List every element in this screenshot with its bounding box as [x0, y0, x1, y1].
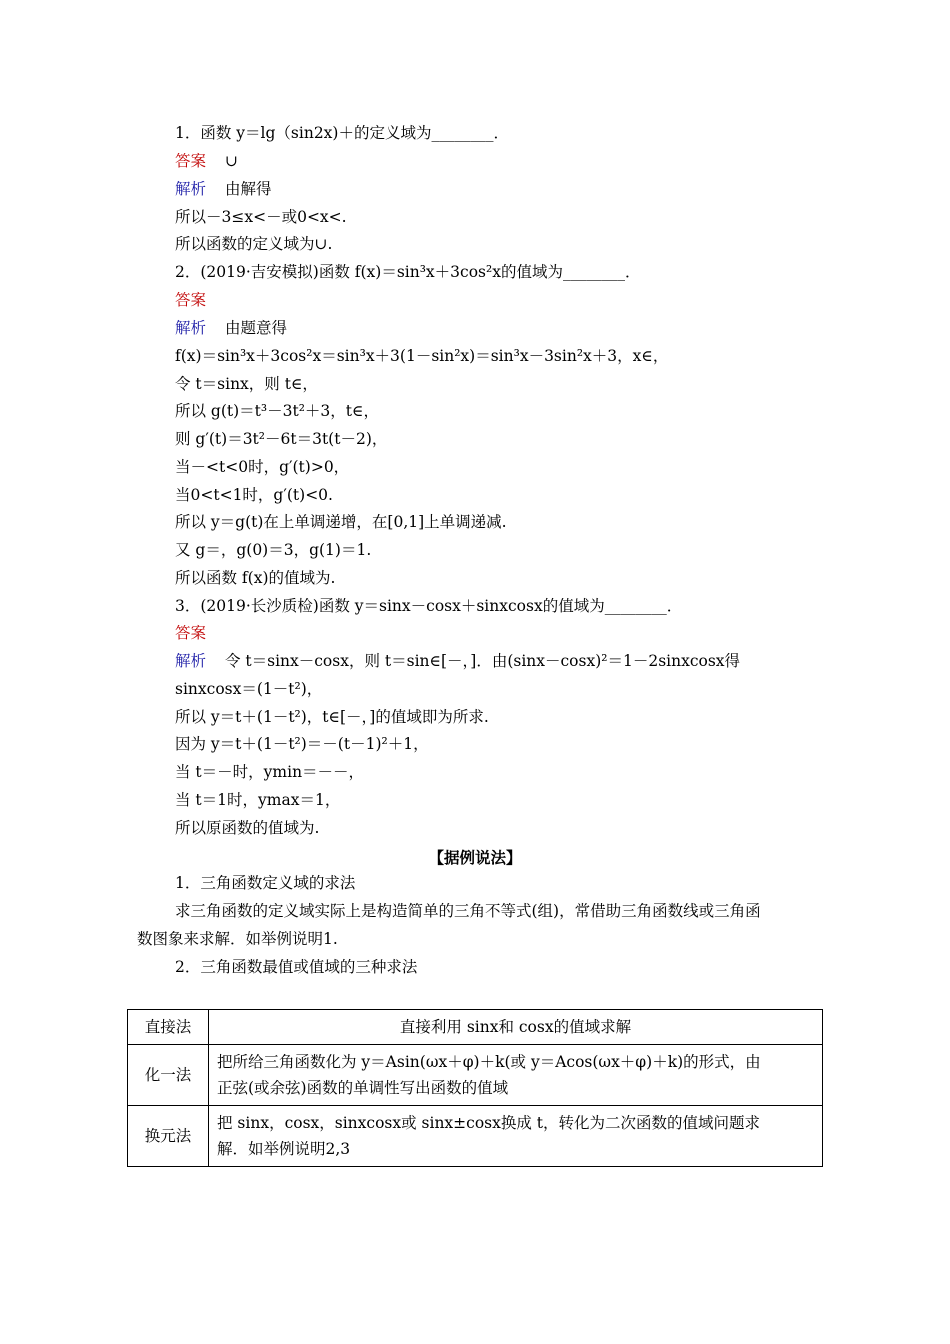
q2-analysis-line-7: 当0<t<1时，g′(t)<0.: [175, 486, 333, 504]
q1-answer-label: 答案: [175, 152, 207, 170]
q2-analysis-line-3: 令 t＝sinx，则 t∈，: [175, 375, 318, 393]
method-desc-line: 直接利用 sinx和 cosx的值域求解: [399, 1018, 632, 1036]
method-desc-line: 把所给三角函数化为 y＝Asin(ωx＋φ)＋k(或 y＝Acos(ωx＋φ)＋k)的形式，由: [217, 1053, 761, 1071]
q1-answer-line: [175, 151, 238, 171]
note-2-title: 2．三角函数最值或值域的三种求法: [175, 958, 418, 976]
q3-analysis-line: [175, 651, 740, 671]
table-row: [128, 1045, 823, 1106]
q2-analysis-line-2: f(x)＝sin³x＋3cos²x＝sin³x＋3(1－sin²x)＝sin³x－3sin²x＋3，x∈，: [175, 347, 669, 365]
q1-question: 1．函数 y＝lg（sin2x)＋的定义域为________．: [175, 124, 509, 142]
q2-analysis-line-6: 当－<t<0时，g′(t)>0，: [175, 458, 350, 476]
q2-analysis-line-10: 所以函数 f(x)的值域为.: [175, 569, 336, 587]
q3-question: 3．(2019·长沙质检)函数 y＝sinx－cosx＋sinxcosx的值域为________．: [175, 597, 683, 615]
table-row: [128, 1010, 823, 1045]
method-desc: [209, 1010, 823, 1045]
q3-analysis-line-5: 当 t＝－时，ymin＝－－，: [175, 763, 365, 781]
q2-analysis-line-5: 则 g′(t)＝3t²－6t＝3t(t－2)，: [175, 430, 388, 448]
q3-analysis-line-7: 所以原函数的值域为.: [175, 819, 320, 837]
q2-analysis-line-8: 所以 y＝g(t)在上单调递增，在[0,1]上单调递减.: [175, 513, 507, 531]
table-row: [128, 1106, 823, 1167]
q2-question: 2．(2019·吉安模拟)函数 f(x)＝sin³x＋3cos²x的值域为________．: [175, 263, 641, 281]
q3-analysis-line-4: 因为 y＝t＋(1－t²)＝－(t－1)²＋1，: [175, 735, 429, 753]
section-title: 【据例说法】: [428, 848, 522, 867]
q2-analysis-text: 由题意得: [224, 319, 287, 337]
q1-analysis-text: 由解得: [224, 180, 272, 198]
method-name: 换元法: [128, 1106, 209, 1167]
method-name: 化一法: [128, 1045, 209, 1106]
q1-analysis-line: [175, 179, 271, 199]
q2-answer-label: 答案: [175, 291, 207, 309]
method-desc: [209, 1106, 823, 1167]
q2-analysis-label: 解析: [175, 319, 207, 337]
q2-analysis-line-9: 又 g＝，g(0)＝3，g(1)＝1.: [175, 541, 372, 559]
q3-answer-label: 答案: [175, 624, 207, 642]
method-desc-line: 解．如举例说明2,3: [217, 1140, 351, 1158]
q1-analysis-line-3: 所以函数的定义域为∪.: [175, 235, 333, 253]
q3-analysis-label: 解析: [175, 652, 207, 670]
q3-analysis-line-3: 所以 y＝t＋(1－t²)，t∈[－，]的值域即为所求.: [175, 708, 489, 726]
method-desc: [209, 1045, 823, 1106]
method-desc-line: 把 sinx，cosx，sinxcosx或 sinx±cosx换成 t，转化为二次函数的值域问题求: [217, 1114, 761, 1132]
note-1-line-2: 数图象来求解．如举例说明1.: [137, 930, 338, 948]
methods-table: [127, 1009, 823, 1167]
method-desc-line: 正弦(或余弦)函数的单调性写出函数的值域: [217, 1079, 509, 1097]
q2-analysis-line-4: 所以 g(t)＝t³－3t²＋3，t∈，: [175, 402, 379, 420]
note-1-line-1: 求三角函数的定义域实际上是构造简单的三角不等式(组)，常借助三角函数线或三角函: [175, 902, 761, 920]
method-name: 直接法: [128, 1010, 209, 1045]
q3-analysis-line-2: sinxcosx＝(1－t²)，: [175, 680, 323, 698]
q3-analysis-text: 令 t＝sinx－cosx，则 t＝sin∈[－，]．由(sinx－cosx)²＝1－2sinxcosx得: [224, 652, 741, 670]
q2-analysis-line: [175, 318, 287, 338]
q1-analysis-label: 解析: [175, 180, 207, 198]
q3-analysis-line-6: 当 t＝1时，ymax＝1，: [175, 791, 341, 809]
note-1-title: 1．三角函数定义域的求法: [175, 874, 356, 892]
q1-analysis-line-2: 所以－3≤x<－或0<x<.: [175, 208, 347, 226]
q1-answer: ∪: [224, 152, 238, 170]
